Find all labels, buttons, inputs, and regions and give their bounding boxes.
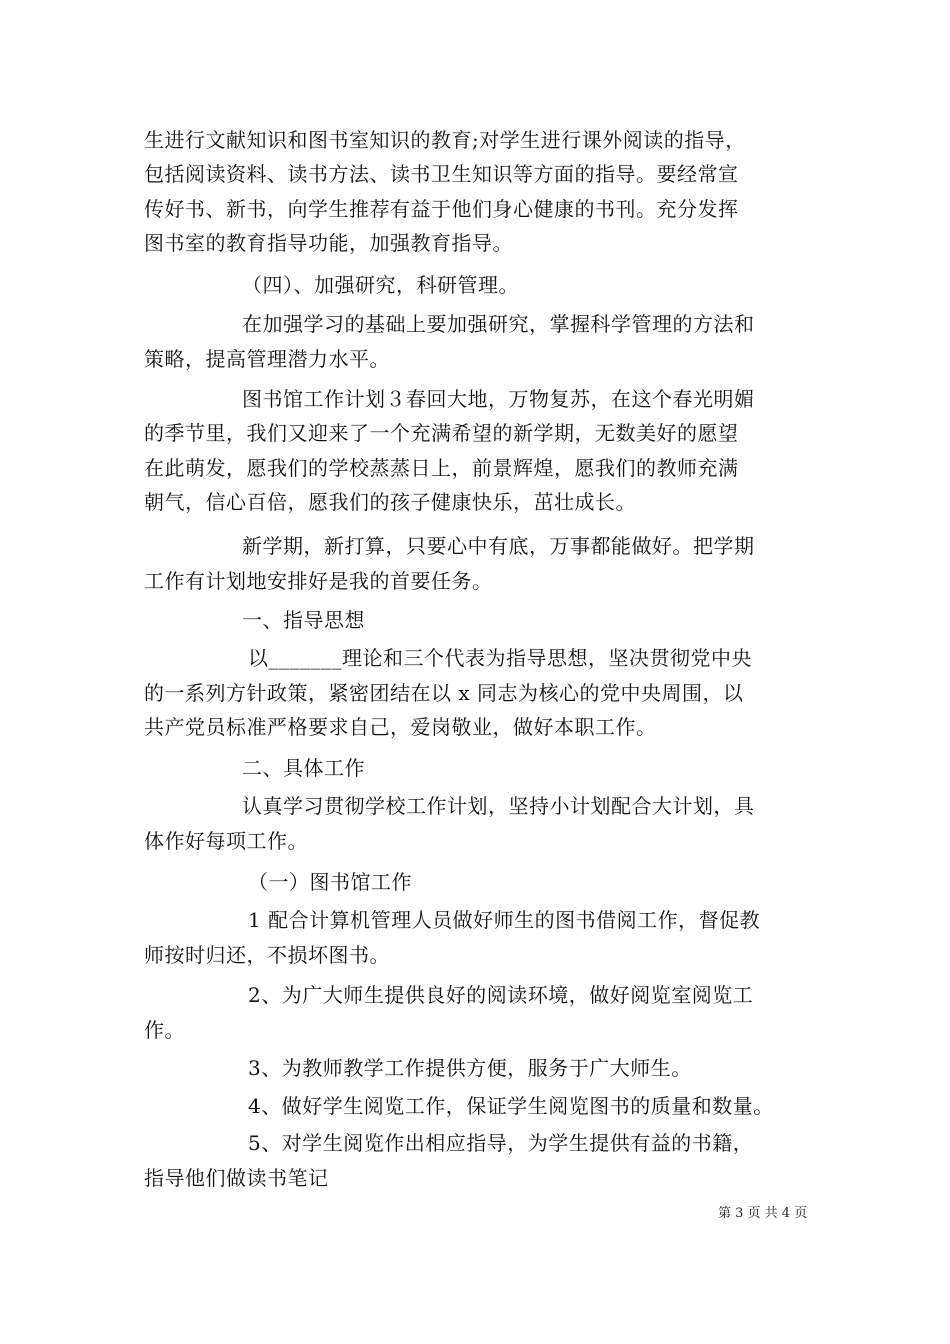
text-line: 的一系列方针政策，紧密团结在以 x 同志为核心的党中央周围，以 <box>144 681 744 705</box>
text-line: 二、具体工作 <box>242 756 365 780</box>
text-line: 朝气，信心百倍，愿我们的孩子健康快乐，茁壮成长。 <box>144 490 636 514</box>
text-line: 在加强学习的基础上要加强研究，掌握科学管理的方法和 <box>242 312 755 336</box>
text-line: 共产党员标准严格要求自己，爱岗敬业，做好本职工作。 <box>144 715 657 739</box>
text-line: 1 配合计算机管理人员做好师生的图书借阅工作，督促教 <box>248 908 761 932</box>
text-line: 以_______理论和三个代表为指导思想，坚决贯彻党中央 <box>248 646 752 670</box>
text-line: 生进行文献知识和图书室知识的教育;对学生进行课外阅读的指导， <box>144 128 746 152</box>
text-line: 策略，提高管理潜力水平。 <box>144 347 390 371</box>
text-line: 工作有计划地安排好是我的首要任务。 <box>144 569 493 593</box>
text-line: 3、为教师教学工作提供方便，服务于广大师生。 <box>248 1056 692 1080</box>
text-line: （四）、加强研究，科研管理。 <box>242 273 519 297</box>
text-line: 图书室的教育指导功能，加强教育指导。 <box>144 231 513 255</box>
text-line: 体作好每项工作。 <box>144 829 308 853</box>
text-line: 认真学习贯彻学校工作计划，坚持小计划配合大计划，具 <box>242 794 755 818</box>
text-line: 图书馆工作计划３春回大地，万物复苏，在这个春光明媚 <box>242 387 755 411</box>
text-line: 在此萌发，愿我们的学校蒸蒸日上，前景辉煌，愿我们的教师充满 <box>144 456 739 480</box>
text-line: 包括阅读资料、读书方法、读书卫生知识等方面的指导。要经常宣 <box>144 162 739 186</box>
text-line: 作。 <box>144 1018 185 1042</box>
text-line: （一）图书馆工作 <box>248 870 412 894</box>
text-line: 2、为广大师生提供良好的阅读环境，做好阅览室阅览工 <box>248 983 754 1007</box>
text-line: 5、对学生阅览作出相应指导，为学生提供有益的书籍， <box>248 1131 754 1155</box>
text-line: 新学期，新打算，只要心中有底，万事都能做好。把学期 <box>242 534 755 558</box>
text-line: 指导他们做读书笔记 <box>144 1166 329 1190</box>
text-line: 师按时归还，不损坏图书。 <box>144 943 390 967</box>
page-number-footer: 第 3 页 共 4 页 <box>718 1206 808 1221</box>
text-line: 传好书、新书，向学生推荐有益于他们身心健康的书刊。充分发挥 <box>144 197 739 221</box>
text-line: 的季节里，我们又迎来了一个充满希望的新学期，无数美好的愿望 <box>144 421 739 445</box>
text-line: 一、指导思想 <box>242 608 365 632</box>
text-line: 4、做好学生阅览工作，保证学生阅览图书的质量和数量。 <box>248 1094 774 1118</box>
